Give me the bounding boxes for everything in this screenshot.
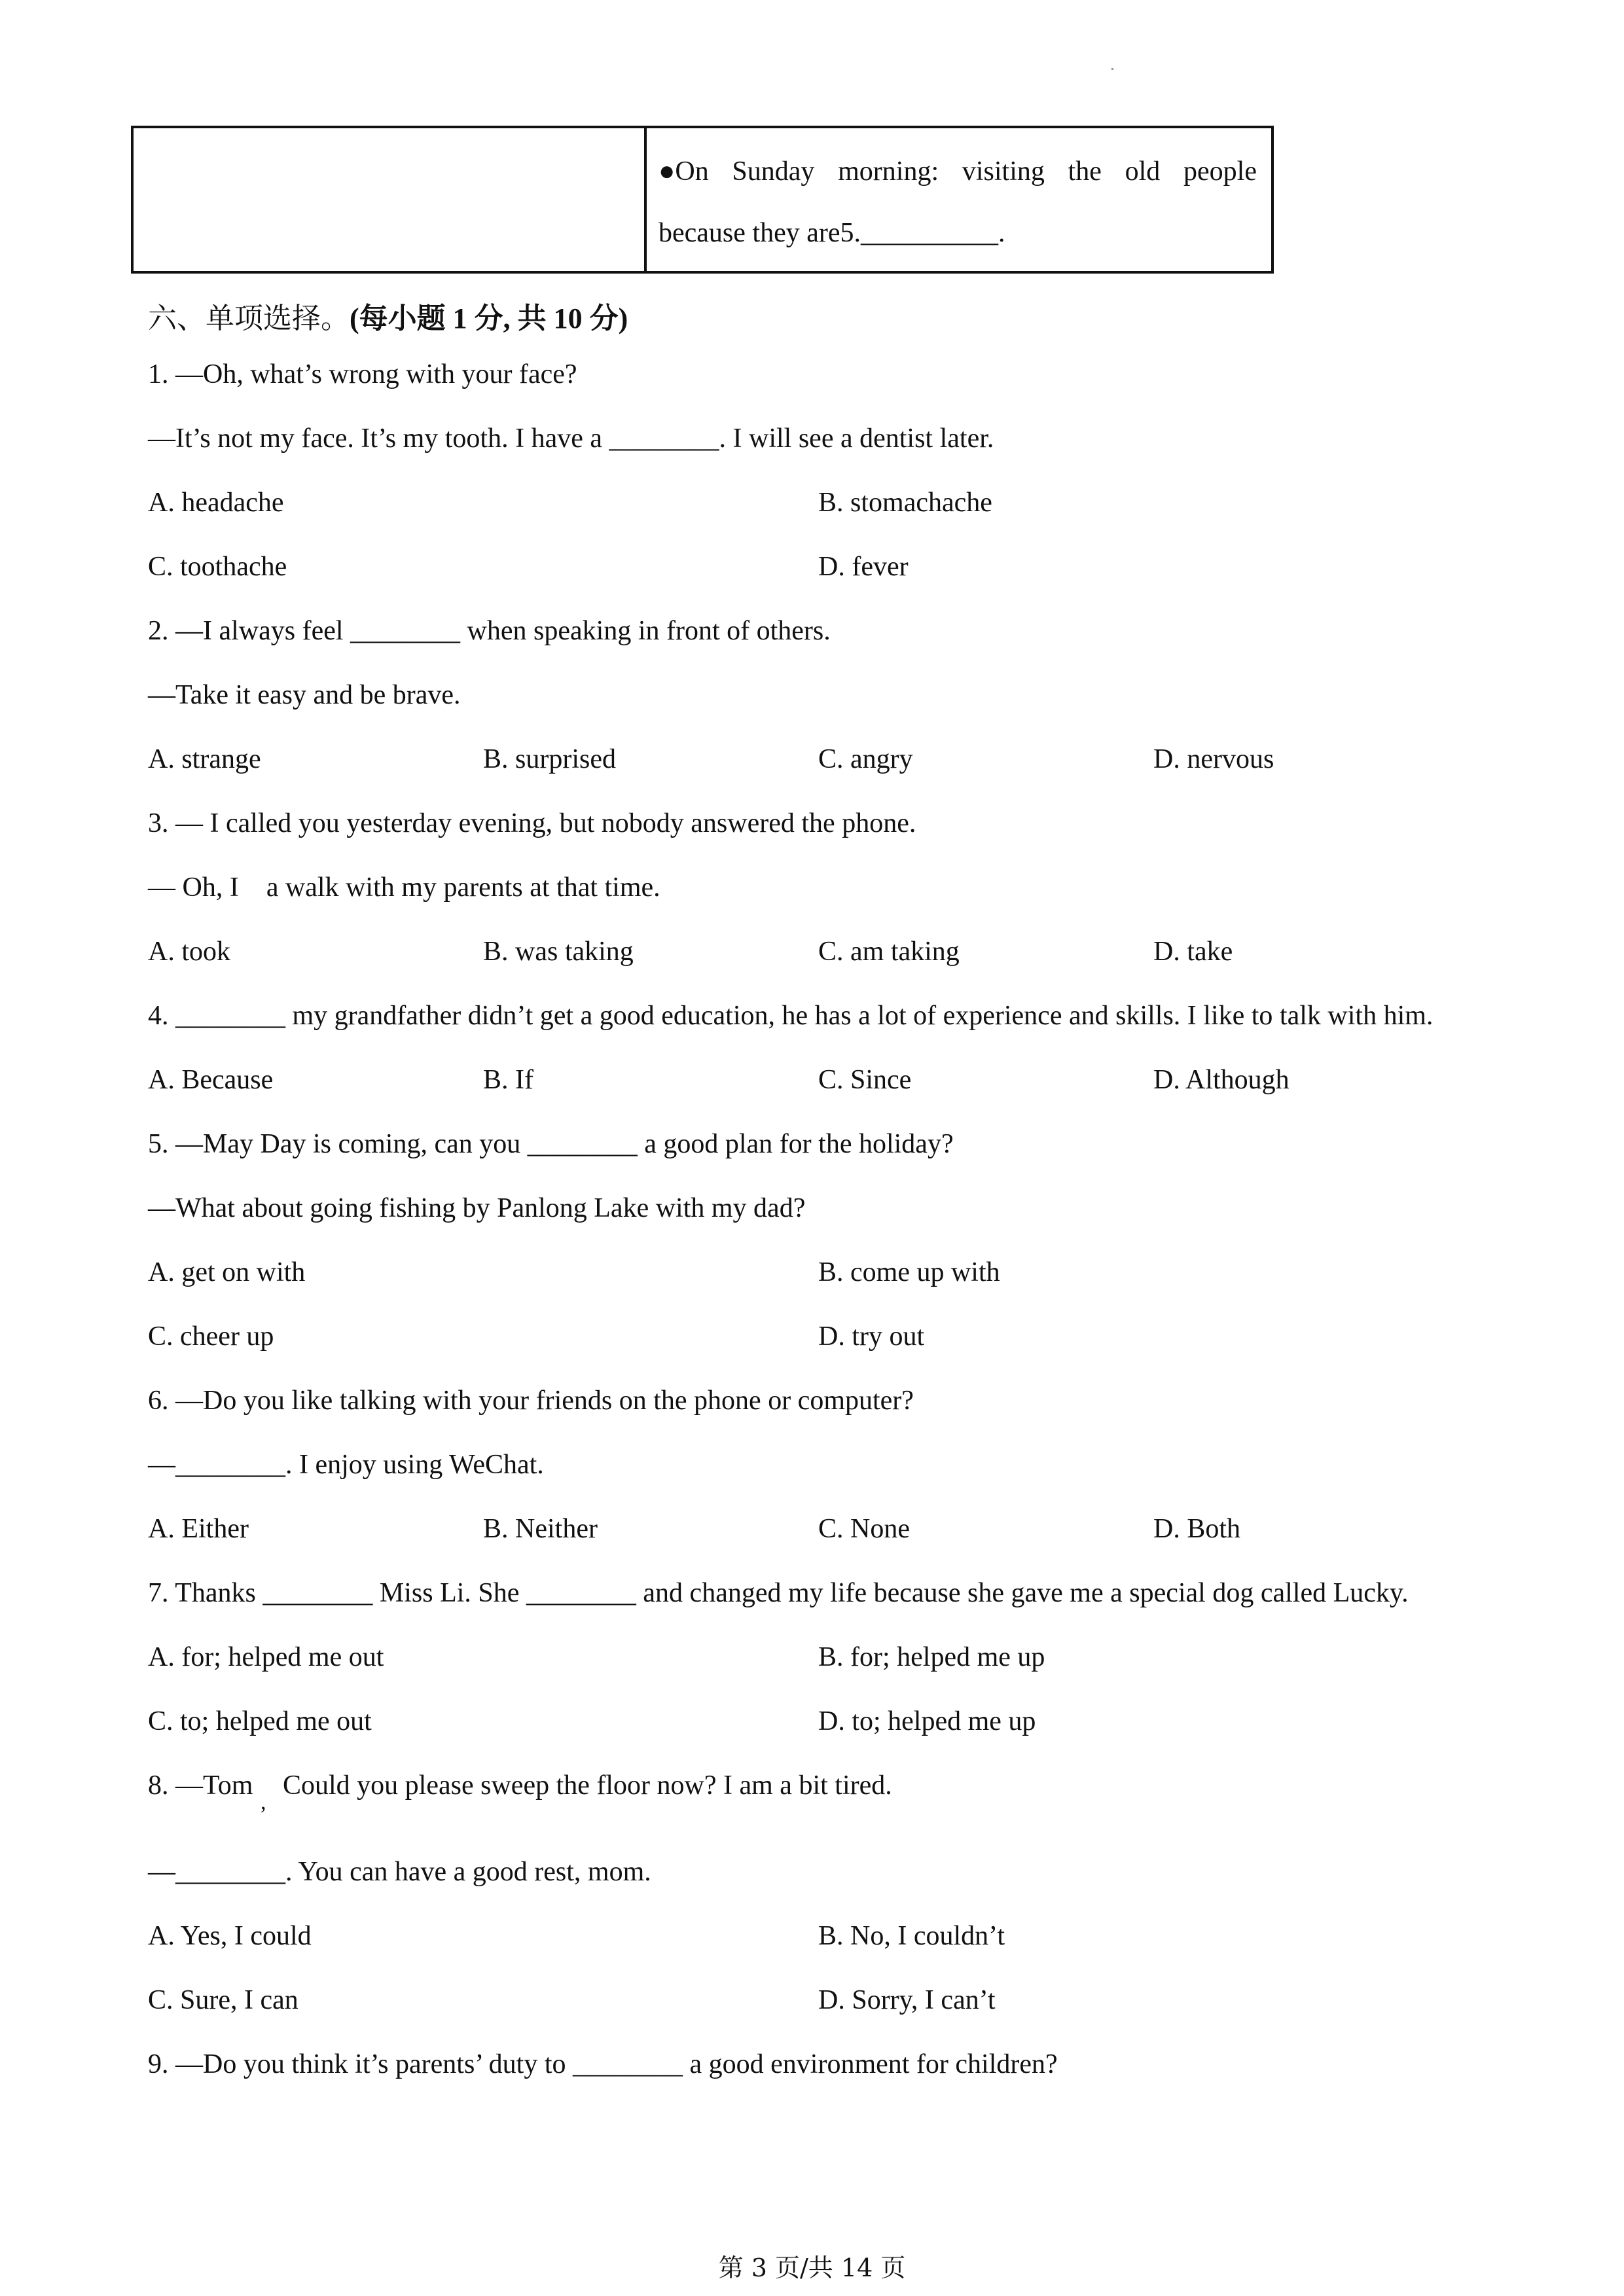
page-number: 第 3 页/共 14 页 xyxy=(718,2253,906,2282)
question-7-option-a: A. for; helped me out xyxy=(148,1642,384,1672)
question-8-line-1b: Could you please sweep the floor now? I am a bit tired. xyxy=(283,1770,892,1801)
question-3-line-2: — Oh, I a walk with my parents at that time. xyxy=(148,872,660,903)
cell-word: old xyxy=(1125,156,1161,187)
question-6-option-d: D. Both xyxy=(1153,1514,1241,1544)
question-2-option-a: A. strange xyxy=(148,744,261,774)
question-3-line-1: 3. — I called you yesterday evening, but nobody answered the phone. xyxy=(148,808,916,838)
question-2-option-d: D. nervous xyxy=(1153,744,1274,774)
question-8-option-d: D. Sorry, I can’t xyxy=(818,1985,996,2015)
question-8-comma: , xyxy=(261,1790,266,1814)
question-5-option-c: C. cheer up xyxy=(148,1321,274,1352)
question-6-option-b: B. Neither xyxy=(483,1514,598,1544)
cell-word: people xyxy=(1183,156,1257,187)
question-2-option-c: C. angry xyxy=(818,744,913,774)
question-5-option-b: B. come up with xyxy=(818,1257,1000,1287)
question-4-option-c: C. Since xyxy=(818,1065,912,1095)
question-7-option-c: C. to; helped me out xyxy=(148,1706,372,1736)
question-5-option-a: A. get on with xyxy=(148,1257,306,1287)
question-8-option-b: B. No, I couldn’t xyxy=(818,1921,1005,1951)
question-3-option-b: B. was taking xyxy=(483,937,634,967)
question-1-line-1: 1. —Oh, what’s wrong with your face? xyxy=(148,359,577,389)
question-3-option-d: D. take xyxy=(1153,937,1233,967)
question-5-line-2: —What about going fishing by Panlong Lake with my dad? xyxy=(148,1193,806,1223)
question-4-option-b: B. If xyxy=(483,1065,533,1095)
question-8-option-c: C. Sure, I can xyxy=(148,1985,298,2015)
question-7-line-1: 7. Thanks ________ Miss Li. She ________ and changed my life because she gave me a special dog called Lucky. xyxy=(148,1578,1409,1608)
table-column-divider xyxy=(644,128,647,271)
cell-word: ●On xyxy=(659,156,709,187)
section-heading-score: (每小题 1 分, 共 10 分) xyxy=(350,302,628,334)
cell-word: Sunday xyxy=(732,156,815,187)
question-6-line-1: 6. —Do you like talking with your friends on the phone or computer? xyxy=(148,1386,914,1416)
question-1-option-d: D. fever xyxy=(818,552,909,582)
question-1-line-2: —It’s not my face. It’s my tooth. I have a ________. I will see a dentist later. xyxy=(148,423,994,454)
question-2-line-2: —Take it easy and be brave. xyxy=(148,680,461,710)
question-6-option-c: C. None xyxy=(818,1514,910,1544)
question-3-option-a: A. took xyxy=(148,937,230,967)
question-8-option-a: A. Yes, I could xyxy=(148,1921,312,1951)
scan-speck xyxy=(1111,68,1113,70)
question-4-option-d: D. Although xyxy=(1153,1065,1290,1095)
table-cell-line-2: because they are5.__________. xyxy=(659,218,1005,248)
question-1-option-c: C. toothache xyxy=(148,552,287,582)
question-9-line-1: 9. —Do you think it’s parents’ duty to ________ a good environment for children? xyxy=(148,2049,1058,2079)
section-heading xyxy=(148,295,628,336)
question-7-option-d: D. to; helped me up xyxy=(818,1706,1036,1736)
question-4-option-a: A. Because xyxy=(148,1065,274,1095)
section-heading-cn: 六、单项选择。 xyxy=(148,302,350,335)
question-1-option-b: B. stomachache xyxy=(818,488,992,518)
question-6-option-a: A. Either xyxy=(148,1514,249,1544)
table-cell-line-1 xyxy=(659,156,1257,187)
cell-word: visiting xyxy=(962,156,1045,187)
question-8-line-1a: 8. —Tom xyxy=(148,1770,253,1801)
question-2-line-1: 2. —I always feel ________ when speaking in front of others. xyxy=(148,616,831,646)
question-6-line-2: —________. I enjoy using WeChat. xyxy=(148,1450,544,1480)
cell-word: the xyxy=(1068,156,1102,187)
schedule-table xyxy=(131,126,1274,274)
question-8-line-2: —________. You can have a good rest, mom. xyxy=(148,1857,651,1887)
question-5-line-1: 5. —May Day is coming, can you ________ a good plan for the holiday? xyxy=(148,1129,954,1159)
cell-word: morning: xyxy=(838,156,939,187)
question-2-option-b: B. surprised xyxy=(483,744,616,774)
question-3-option-c: C. am taking xyxy=(818,937,960,967)
question-7-option-b: B. for; helped me up xyxy=(818,1642,1045,1672)
question-4-line-1: 4. ________ my grandfather didn’t get a good education, he has a lot of experience and skills. I like to talk with him. xyxy=(148,1001,1434,1031)
question-5-option-d: D. try out xyxy=(818,1321,925,1352)
question-1-option-a: A. headache xyxy=(148,488,284,518)
